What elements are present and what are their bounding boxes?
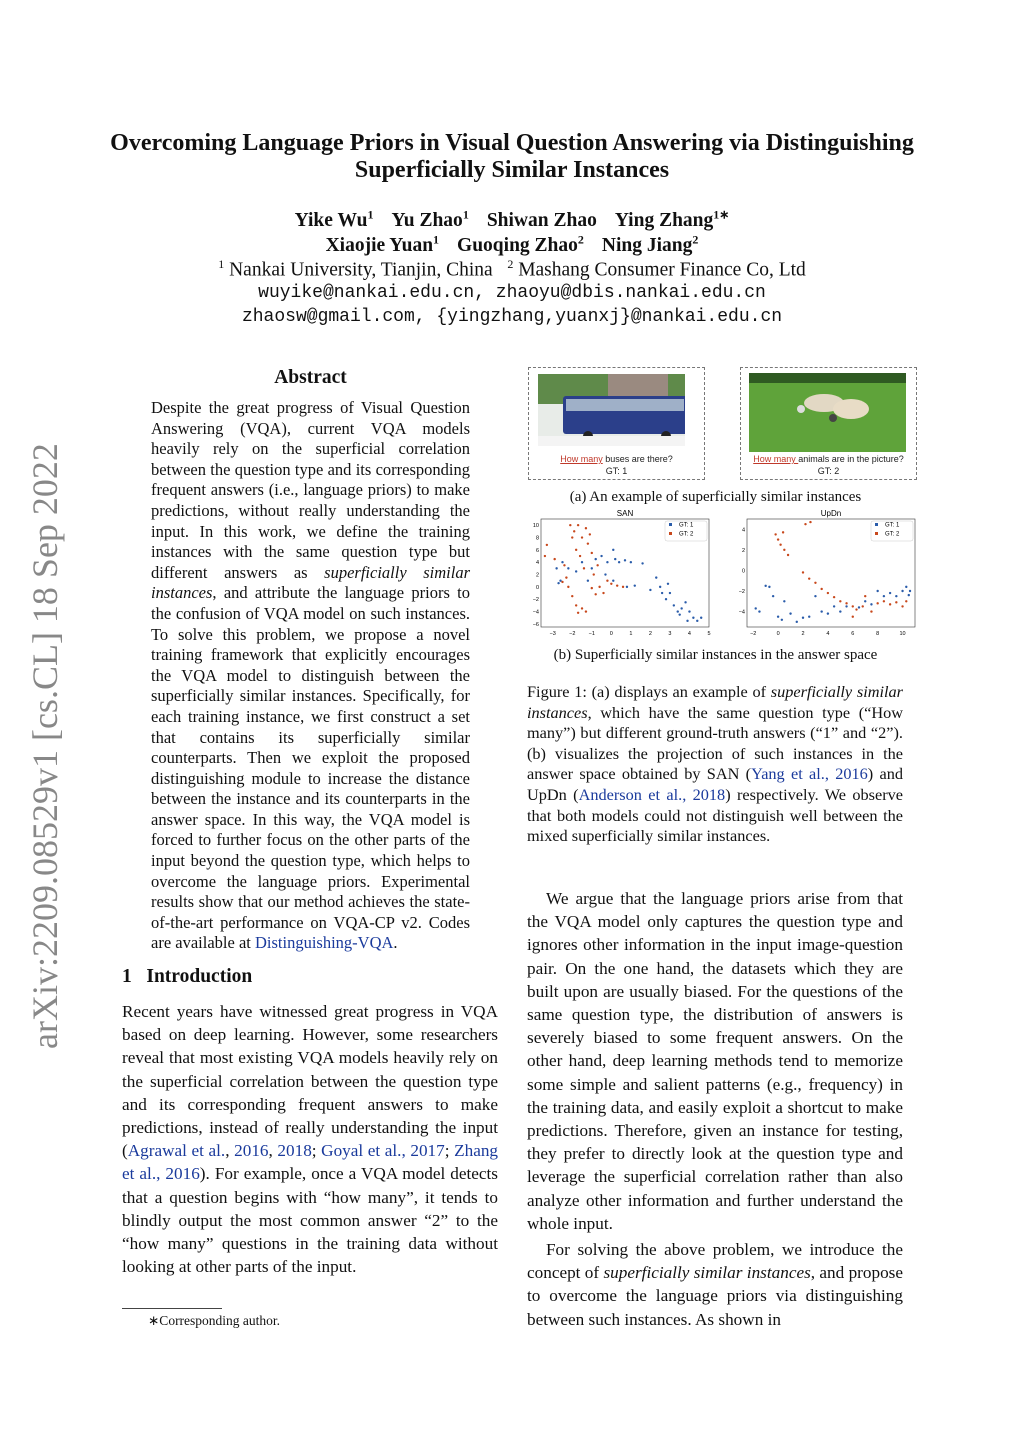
data-point <box>616 584 618 586</box>
data-point <box>814 582 816 584</box>
figure-caption: Figure 1: (a) displays an example of superficially similar instances, which have the same question type (“How many”) but different ground-truth answers (“1” and “2”). (b) visualizes the projection of such instances in the answer space obtained by SAN (Yang et al., 2016) and UpDn (Anderson et al., 2018) respectively. We observe that both models could not distinguish well between the mixed superficially similar instances. <box>527 682 904 846</box>
data-point <box>649 589 651 591</box>
author-affil-mark: 1 <box>433 232 440 246</box>
emails-line-2: zhaosw@gmail.com, {yingzhang,yuanxj}@nankai.edu.cn <box>241 307 783 327</box>
data-point <box>606 561 608 563</box>
data-point <box>612 580 614 582</box>
data-point <box>845 602 847 604</box>
y-tick-label: −2 <box>738 589 745 595</box>
author-name: Guoqing Zhao$^2$ <box>457 232 584 256</box>
data-point <box>680 607 682 609</box>
data-point <box>634 584 636 586</box>
data-point <box>641 562 643 564</box>
bus-image <box>538 374 685 446</box>
data-point <box>692 617 694 619</box>
authors-line-1 <box>100 207 924 232</box>
y-tick-label: 10 <box>532 523 539 530</box>
intro-text: Recent years have witnessed great progress in VQA based on deep learning. However, some researchers reveal that most existing VQA models heavily rely on the superficial correlation between the question type and its corresponding frequent answers to make predictions, instead of really understanding the input (Agrawal et al., 2016, 2018; Goyal et al., 2017; Zhang et al., 2016). For example, once a VQA model detects that a question begins with “how many”, it tends to blindly output the most common answer “2” to the “how many” questions in the training data without looking at other parts of the input. <box>122 1002 499 1277</box>
data-point <box>614 558 616 560</box>
data-point <box>678 613 680 615</box>
data-point <box>758 610 760 612</box>
legend-label: GT: 2 <box>679 531 694 538</box>
data-point <box>575 549 577 551</box>
question-1: How many buses are there? <box>560 454 673 464</box>
affiliation-1: Nankai University, Tianjin, China <box>229 259 493 281</box>
footnote-rule <box>122 1308 222 1309</box>
data-point <box>624 559 626 561</box>
data-point <box>583 567 585 569</box>
data-point <box>876 602 878 604</box>
data-point <box>862 605 864 607</box>
data-point <box>581 536 583 538</box>
code-link[interactable]: Distinguishing-VQA <box>254 933 394 953</box>
data-point <box>659 586 661 588</box>
data-point <box>571 595 573 597</box>
data-point <box>858 606 860 608</box>
data-point <box>561 561 563 563</box>
legend-label: GT: 1 <box>885 522 900 529</box>
right-body-p1: We argue that the language priors arise from that the VQA model only captures the question type and ignores other information in the input image-question pair. On the one hand, the datasets which they are built upon are usually biased. For the questions of the same question type, the distribution of answers is severely biased to some frequent answers. On the other hand, deep learning methods tend to memorize some simple and salient patterns (e.g., frequency) in the training data, and easily exploit a shortcut to make predictions. Therefore, given an instance for testing, they prefer to directly look at the question type and leverage the superficial correlation rather than also analyze other information and further understand the whole input. <box>527 889 903 1233</box>
data-point <box>870 610 872 612</box>
data-point <box>561 581 563 583</box>
y-tick-label: −6 <box>532 621 539 628</box>
data-point <box>577 524 579 526</box>
data-point <box>779 544 781 546</box>
data-point <box>569 524 571 526</box>
data-point <box>852 605 854 607</box>
data-point <box>591 587 593 589</box>
data-point <box>594 593 596 595</box>
data-point <box>889 592 891 594</box>
data-point <box>565 576 567 578</box>
data-point <box>783 600 785 602</box>
updn-scatter-chart <box>733 507 923 642</box>
paper-title: Overcoming Language Priors in Visual Question Answering via Distinguishing Superficially Similar Instances <box>110 130 914 183</box>
question-2: How many animals are in the picture? <box>753 454 904 464</box>
data-point <box>883 600 885 602</box>
legend-label: GT: 1 <box>679 522 694 529</box>
data-point <box>591 567 593 569</box>
author-affil-mark: 1 <box>462 207 469 221</box>
data-point <box>827 612 829 614</box>
citation-link[interactable]: Goyal et al., 2017 <box>321 1141 445 1161</box>
data-point <box>602 592 604 594</box>
data-point <box>575 570 577 572</box>
data-point <box>596 564 598 566</box>
emails-line-1: wuyike@nankai.edu.cn, zhaoyu@dbis.nankai.edu.cn <box>258 283 766 303</box>
caption-b: (b) Superficially similar instances in the answer space <box>553 647 878 663</box>
data-point <box>573 530 575 532</box>
data-point <box>901 590 903 592</box>
data-point <box>655 576 657 578</box>
x-tick-label: −2 <box>569 631 576 637</box>
y-tick-label: −4 <box>738 609 745 616</box>
y-tick-label: −4 <box>532 609 539 616</box>
data-point <box>622 586 624 588</box>
x-tick-label: 0 <box>609 631 613 637</box>
sheep-image <box>749 373 906 452</box>
data-point <box>768 586 770 588</box>
data-point <box>814 595 816 597</box>
citation-link[interactable]: 2018 <box>277 1141 312 1161</box>
author-affil-mark: 1∗ <box>713 207 730 221</box>
data-point <box>827 592 829 594</box>
x-tick-label: 0 <box>776 631 780 637</box>
data-point <box>809 521 811 523</box>
data-point <box>581 607 583 609</box>
data-point <box>598 586 600 588</box>
gt-label-2: GT: 2 <box>817 466 840 476</box>
data-point <box>909 590 911 592</box>
data-point <box>579 555 581 557</box>
data-point <box>889 603 891 605</box>
data-point <box>870 603 872 605</box>
author-name: Xiaojie Yuan$^1$ <box>325 232 440 256</box>
legend-label: GT: 2 <box>885 531 900 538</box>
data-point <box>774 533 776 535</box>
data-point <box>833 596 835 598</box>
data-point <box>802 617 804 619</box>
data-point <box>630 561 632 563</box>
data-point <box>684 601 686 603</box>
data-point <box>604 573 606 575</box>
data-point <box>610 583 612 585</box>
x-tick-label: 6 <box>851 631 855 637</box>
data-point <box>567 567 569 569</box>
data-point <box>618 561 620 563</box>
legend-marker <box>669 523 672 526</box>
y-tick-label: 2 <box>535 572 539 579</box>
data-point <box>589 533 591 535</box>
gt-label-1: GT: 1 <box>605 466 628 476</box>
right-body-p2: For solving the above problem, we introduce the concept of superficially similar instances, and propose to overcome the language priors via distinguishing between such instances. As shown in <box>527 1240 903 1329</box>
chart-title: UpDn <box>820 509 842 518</box>
citation-link[interactable]: Anderson et al., 2018 <box>578 784 726 804</box>
data-point <box>905 586 907 588</box>
x-tick-label: −3 <box>549 631 556 637</box>
legend-marker <box>875 523 878 526</box>
data-point <box>820 610 822 612</box>
x-tick-label: 5 <box>707 631 711 637</box>
data-point <box>782 531 784 533</box>
affil-mark: 1 <box>218 257 225 271</box>
authors-line-2 <box>100 232 924 257</box>
data-point <box>673 604 675 606</box>
intro-heading: 1 Introduction <box>122 966 253 987</box>
data-point <box>804 523 806 525</box>
data-point <box>557 582 559 584</box>
data-point <box>667 583 669 585</box>
y-tick-label: 4 <box>741 527 745 534</box>
data-point <box>852 616 854 618</box>
y-tick-label: 0 <box>535 584 539 591</box>
legend-marker <box>669 532 672 535</box>
author-name: Ying Zhang$^{1∗}$ <box>614 207 730 231</box>
x-tick-label: 2 <box>801 631 805 637</box>
data-point <box>908 594 910 596</box>
data-point <box>808 577 810 579</box>
data-point <box>855 608 857 610</box>
data-point <box>802 571 804 573</box>
figure-example-2 <box>740 367 917 480</box>
data-point <box>772 595 774 597</box>
abstract-text: Despite the great progress of Visual Question Answering (VQA), current VQA models heavily rely on the superficial correlation between the question type and its corresponding frequent answers (i.e., language priors) to make predictions, without really understanding the input. In this work, we define the training instances with the same question type but different answers as superficially similar instances, and attribute the language priors to the confusion of VQA model on such instances. To solve this problem, we propose a novel training framework that explicitly encourages the VQA model to distinguish between the superficially similar instances. Specifically, for each training instance, we first construct a set that contains its superficially similar counterparts. Then we exploit the proposed distinguishing module to increase the distance between the instance and its counterparts in the answer space. In this way, the VQA model is forced to further focus on the other parts of the input beyond the question type, which helps to overcome the language priors. Experimental results show that our method achieves the state-of-the-art performance on VQA-CP v2. Codes are available at Distinguishing-VQA. <box>151 398 470 953</box>
x-tick-label: 4 <box>826 631 830 637</box>
data-point <box>839 600 841 602</box>
x-tick-label: 1 <box>629 631 633 637</box>
data-point <box>777 538 779 540</box>
data-point <box>626 586 628 588</box>
data-point <box>876 590 878 592</box>
y-tick-label: −2 <box>532 597 539 604</box>
author-name: Ning Jiang$^2$ <box>601 232 699 256</box>
x-tick-label: −1 <box>588 631 595 637</box>
x-tick-label: 3 <box>668 631 672 637</box>
x-tick-label: 4 <box>687 631 691 637</box>
affiliations <box>100 257 924 282</box>
figure-example-1 <box>528 367 705 480</box>
data-point <box>777 616 779 618</box>
data-point <box>587 580 589 582</box>
data-point <box>677 610 679 612</box>
y-tick-label: 0 <box>741 568 745 575</box>
data-point <box>571 536 573 538</box>
data-point <box>591 552 593 554</box>
data-point <box>575 604 577 606</box>
data-point <box>688 610 690 612</box>
data-point <box>864 595 866 597</box>
data-point <box>839 610 841 612</box>
data-point <box>553 558 555 560</box>
affiliation-2: Mashang Consumer Finance Co, Ltd <box>518 259 806 281</box>
data-point <box>820 588 822 590</box>
author-name: Shiwan Zhao <box>486 209 597 231</box>
data-point <box>546 544 548 546</box>
data-point <box>661 592 663 594</box>
data-point <box>764 585 766 587</box>
data-point <box>612 549 614 551</box>
data-point <box>669 592 671 594</box>
author-affil-mark: 2 <box>577 232 584 246</box>
data-point <box>665 598 667 600</box>
x-tick-label: 10 <box>899 631 906 637</box>
y-tick-label: 8 <box>535 535 539 542</box>
data-point <box>563 564 565 566</box>
data-point <box>593 573 595 575</box>
data-point <box>905 600 907 602</box>
author-affil-mark: 2 <box>692 232 699 246</box>
y-tick-label: 4 <box>535 560 539 567</box>
data-point <box>864 600 866 602</box>
author-name: Yu Zhao$^1$ <box>391 207 469 231</box>
data-point <box>696 620 698 622</box>
x-tick-label: −2 <box>750 631 757 637</box>
data-point <box>555 567 557 569</box>
san-scatter-chart <box>527 507 717 642</box>
data-point <box>833 605 835 607</box>
y-tick-label: 6 <box>535 547 539 554</box>
data-point <box>577 612 579 614</box>
x-tick-label: 8 <box>876 631 880 637</box>
data-point <box>901 605 903 607</box>
data-point <box>895 595 897 597</box>
data-point <box>883 595 885 597</box>
caption-a: (a) An example of superficially similar instances <box>569 489 862 505</box>
data-point <box>808 616 810 618</box>
data-point <box>606 580 608 582</box>
arxiv-identifier: arXiv:2209.08529v1 [cs.CL] 18 Sep 2022 <box>25 443 65 1049</box>
citation-link[interactable]: Zhang et al., 2016 <box>122 1141 499 1184</box>
author-name: Yike Wu$^1$ <box>294 207 374 231</box>
author-affil-mark: 1 <box>367 207 374 221</box>
data-point <box>567 586 569 588</box>
data-point <box>686 620 688 622</box>
data-point <box>544 555 546 557</box>
legend-marker <box>875 532 878 535</box>
y-tick-label: 2 <box>741 547 745 554</box>
data-point <box>895 601 897 603</box>
data-point <box>781 619 783 621</box>
data-point <box>787 554 789 556</box>
data-point <box>796 621 798 623</box>
data-point <box>585 527 587 529</box>
data-point <box>789 612 791 614</box>
data-point <box>594 558 596 560</box>
citation-link[interactable]: Agrawal et al. <box>127 1141 226 1161</box>
data-point <box>587 542 589 544</box>
footnote: ∗Corresponding author. <box>148 1313 281 1328</box>
citation-link[interactable]: 2016 <box>234 1141 269 1161</box>
abstract-heading: Abstract <box>274 367 347 388</box>
data-point <box>783 549 785 551</box>
data-point <box>845 605 847 607</box>
citation-link[interactable]: Yang et al., 2016 <box>751 764 868 784</box>
data-point <box>600 555 602 557</box>
x-tick-label: 2 <box>648 631 652 637</box>
data-point <box>755 607 757 609</box>
data-point <box>585 610 587 612</box>
data-point <box>700 617 702 619</box>
data-point <box>581 561 583 563</box>
affil-mark: 2 <box>507 257 514 271</box>
chart-title: SAN <box>616 509 634 518</box>
